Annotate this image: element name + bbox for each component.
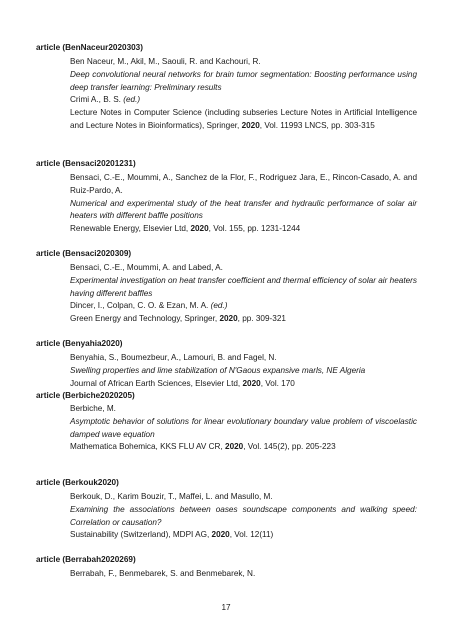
entry-authors: Berbiche, M. (70, 404, 116, 413)
entry-editors: Dincer, I., Colpan, C. O. & Ezan, M. A. (ed.) (70, 301, 228, 311)
entry-title: Numerical and experimental study of the heat transfer and hydraulic performance of solar air heaters with different baffle positions (70, 198, 417, 221)
entry-title: Experimental investigation on heat transfer coefficient and thermal efficiency of solar air heaters having different baffles (70, 275, 417, 298)
entry-authors: Ben Naceur, M., Akil, M., Saouli, R. and Kachouri, R. (70, 57, 261, 66)
entry-body (70, 262, 417, 326)
entry-body (70, 568, 417, 581)
entry-publication: Green Energy and Technology, Springer, 2020, pp. 309-321 (70, 314, 286, 324)
entry-publication: Journal of African Earth Sciences, Elsevier Ltd, 2020, Vol. 170 (70, 378, 295, 388)
entry-body (70, 403, 417, 454)
entry-body (70, 352, 417, 390)
entry-year: 2020 (211, 530, 230, 540)
entry-authors: Berkouk, D., Karim Bouzir, T., Maffei, L. and Masullo, M. (70, 492, 273, 501)
entry-key: article (Bensaci20201231) (36, 159, 136, 168)
entry-year: 2020 (190, 224, 209, 234)
entry-year: 2020 (241, 120, 260, 130)
entry-year: 2020 (219, 314, 238, 324)
entry-editors: Crimi A., B. S. (ed.) (70, 95, 141, 105)
entry-publication: Lecture Notes in Computer Science (including subseries Lecture Notes in Artificial Intelligence and Lecture Notes in Bioinformatics), Springer, 2020, Vol. 11993 LNCS, pp. 303-315 (70, 108, 417, 130)
entry-authors: Berrabah, F., Benmebarek, S. and Benmebarek, N. (70, 569, 256, 578)
entry-body (70, 172, 417, 236)
entry-key: article (Benyahia2020) (36, 339, 123, 348)
entry-authors: Bensaci, C.-E., Moummi, A. and Labed, A. (70, 263, 223, 272)
entry-authors: Bensaci, C.-E., Moummi, A., Sanchez de la Flor, F., Rodriguez Jara, E., Rincon-Casado, A. and Ruiz-Pardo, A. (70, 173, 417, 195)
entry-body (70, 491, 417, 542)
entry-title: Asymptotic behavior of solutions for linear evolutionary boundary value problem of viscoelastic damped wave equation (70, 416, 417, 439)
entry-title: Swelling properties and lime stabilization of N'Gaous expansive marls, NE Algeria (70, 365, 366, 375)
entry-publication: Mathematica Bohemica, KKS FLU AV CR, 2020, Vol. 145(2), pp. 205-223 (70, 442, 336, 452)
entry-title: Deep convolutional neural networks for brain tumor segmentation: Boosting performance using deep transfer learning: Preliminary results (70, 69, 417, 92)
entry-authors: Benyahia, S., Boumezbeur, A., Lamouri, B. and Fagel, N. (70, 353, 277, 362)
editor-marker: (ed.) (210, 301, 228, 311)
entry-publication: Sustainability (Switzerland), MDPI AG, 2020, Vol. 12(11) (70, 530, 274, 540)
entry-key: article (Berkouk2020) (36, 478, 119, 487)
entry-title: Examining the associations between oases soundscape components and walking speed: Correlation or causation? (70, 504, 417, 527)
entry-year: 2020 (242, 378, 261, 388)
entry-key: article (Berrabah2020269) (36, 555, 136, 564)
page-number: 17 (221, 603, 231, 612)
entry-body (70, 56, 417, 133)
entry-key: article (Bensaci2020309) (36, 249, 132, 258)
entry-key: article (Berbiche2020205) (36, 391, 135, 400)
entry-publication: Renewable Energy, Elsevier Ltd, 2020, Vol. 155, pp. 1231-1244 (70, 224, 301, 234)
editor-marker: (ed.) (123, 95, 141, 105)
entry-year: 2020 (225, 442, 244, 452)
entry-key: article (BenNaceur2020303) (36, 43, 143, 52)
